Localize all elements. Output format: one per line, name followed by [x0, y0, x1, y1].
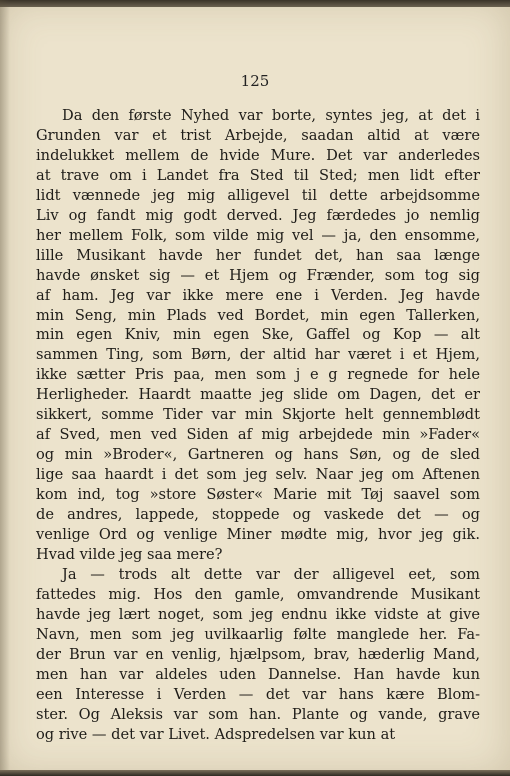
text-line: venlige Ord og venlige Miner mødte mig, hvor jeg gik. — [36, 526, 480, 544]
text-line: men han var aldeles uden Dannelse. Han havde kun — [36, 665, 480, 683]
page-bottom-edge — [0, 770, 510, 776]
text-line: af ham. Jeg var ikke mere ene i Verden. Jeg havde — [36, 286, 480, 304]
text-line: lidt vænnede jeg mig alligevel til dette arbejdsomme — [36, 186, 480, 204]
text-line: kom ind, tog »store Søster« Marie mit Tøj saavel som — [36, 486, 480, 504]
text-line: Da den første Nyhed var borte, syntes jeg, at det i — [62, 107, 480, 124]
text-line: indelukket mellem de hvide Mure. Det var anderledes — [36, 146, 480, 164]
text-line: lille Musikant havde her fundet det, han saa længe — [36, 246, 480, 264]
text-line: sammen Ting, som Børn, der altid har været i et Hjem, — [36, 346, 480, 364]
text-line: min egen Kniv, min egen Ske, Gaffel og Kop — alt — [36, 326, 480, 344]
text-line: og min »Broder«, Gartneren og hans Søn, og de sled — [36, 446, 480, 464]
text-line: de andres, lappede, stoppede og vaskede det — og — [36, 506, 480, 524]
text-line: og rive — det var Livet. Adspredelsen var kun at — [36, 725, 396, 743]
page-gutter-shadow — [0, 0, 10, 776]
text-line: at trave om i Landet fra Sted til Sted; men lidt efter — [36, 166, 480, 184]
text-line: Grunden var et trist Arbejde, saadan altid at være — [36, 126, 480, 144]
text-line: ster. Og Aleksis var som han. Plante og vande, grave — [36, 705, 480, 723]
text-line: havde jeg lært noget, som jeg endnu ikke vidste at give — [36, 605, 480, 623]
text-line: Liv og fandt mig godt derved. Jeg færdedes jo nemlig — [36, 206, 480, 224]
text-line: sikkert, somme Tider var min Skjorte helt gennemblødt — [36, 406, 480, 424]
text-line: ikke sætter Pris paa, men som j e g regnede for hele — [36, 366, 480, 384]
page-number: 125 — [240, 72, 270, 90]
text-line: min Seng, min Plads ved Bordet, min egen Tallerken, — [36, 306, 480, 324]
text-line: af Sved, men ved Siden af mig arbejdede min »Fader« — [36, 426, 480, 444]
text-line: Ja — trods alt dette var der alligevel eet, som — [62, 565, 480, 583]
text-line: Navn, men som jeg uvilkaarlig følte manglede her. Fa- — [36, 625, 480, 643]
text-line: lige saa haardt i det som jeg selv. Naar jeg om Aftenen — [36, 466, 480, 484]
text-line: Hvad vilde jeg saa mere? — [36, 545, 223, 563]
page-top-edge — [0, 0, 510, 7]
text-line: een Interesse i Verden — det var hans kære Blom- — [36, 685, 480, 703]
text-line: Herligheder. Haardt maatte jeg slide om Dagen, det er — [36, 386, 480, 404]
body-text — [36, 106, 480, 745]
text-line: der Brun var en venlig, hjælpsom, brav, hæderlig Mand, — [36, 645, 480, 663]
text-line: her mellem Folk, som vilde mig vel — ja, den ensomme, — [36, 226, 480, 244]
text-line: havde ønsket sig — et Hjem og Frænder, som tog sig — [36, 266, 480, 284]
text-line: fattedes mig. Hos den gamle, omvandrende Musikant — [36, 585, 480, 603]
